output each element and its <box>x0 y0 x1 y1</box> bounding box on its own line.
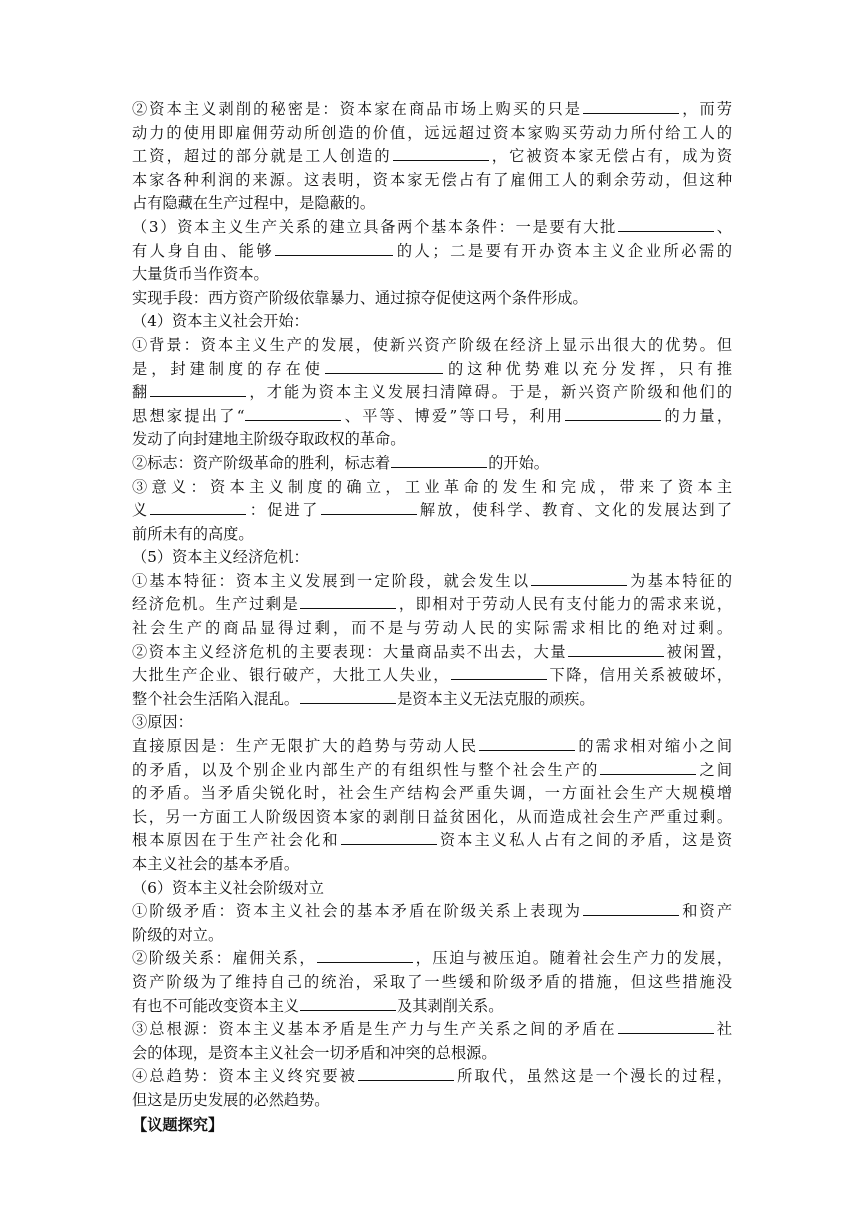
text-segment: ①基本特征：资本主义发展到一定阶段，就会发生以 <box>132 571 531 590</box>
text-line <box>132 759 732 783</box>
text-line <box>132 829 732 853</box>
text-segment: 阶级的对立。 <box>132 925 224 944</box>
text-line <box>132 1089 732 1113</box>
text-segment: 动力的使用即雇佣劳动所创造的价值，远远超过资本家购买劳动力所付给工人的 <box>132 123 732 142</box>
text-segment: （4）资本主义社会开始： <box>132 312 309 331</box>
text-segment: 、平等、博爱”等口号，利用 <box>342 406 565 425</box>
fill-blank[interactable] <box>618 216 714 232</box>
text-segment: （6）资本主义社会阶级对立 <box>132 878 324 897</box>
text-segment: 的这种优势难以充分发挥，只有推 <box>444 359 732 378</box>
section-heading <box>132 310 732 334</box>
text-segment: 本家各种利润的来源。这表明，资本家无偿占有了雇佣工人的剩余劳动，但这种 <box>132 170 732 189</box>
text-segment: ，压迫与被压迫。随着社会生产力的发展， <box>414 949 732 968</box>
text-segment: 工资，超过的部分就是工人创造的 <box>132 147 392 166</box>
fill-blank[interactable] <box>325 358 443 374</box>
text-segment: 、 <box>715 217 732 236</box>
text-segment: 的力量， <box>662 406 732 425</box>
text-segment: ③原因： <box>132 713 193 732</box>
text-line <box>132 287 732 311</box>
fill-blank[interactable] <box>451 664 547 680</box>
text-segment: 占有隐藏在生产过程中，是隐蔽的。 <box>132 194 375 213</box>
text-segment: 是，封建制度的存在使 <box>132 359 324 378</box>
fill-blank[interactable] <box>565 405 661 421</box>
text-segment: （3）资本主义生产关系的建立具备两个基本条件：一是要有大批 <box>132 217 618 236</box>
text-segment: ③意义：资本主义制度的确立，工业革命的发生和完成，带来了资本主 <box>132 477 732 496</box>
fill-blank[interactable] <box>300 688 396 704</box>
text-line <box>132 334 732 358</box>
section-heading <box>132 546 732 570</box>
text-line <box>132 523 732 547</box>
text-segment: ③总根源：资本主义基本矛盾是生产力与生产关系之间的矛盾在 <box>132 1020 617 1039</box>
text-segment: 经济危机。生产过剩是 <box>132 595 300 614</box>
text-segment: 根本原因在于生产社会化和 <box>132 831 340 850</box>
text-segment: 的需求相对缩小之间 <box>576 737 732 756</box>
text-segment: ②阶级关系：雇佣关系， <box>132 949 317 968</box>
fill-blank[interactable] <box>317 947 413 963</box>
text-line <box>132 924 732 948</box>
text-line <box>132 169 732 193</box>
text-line <box>132 428 732 452</box>
text-segment: ，即相对于劳动人民有支付能力的需求来说， <box>397 595 732 614</box>
text-line <box>132 192 732 216</box>
text-line <box>132 806 732 830</box>
text-line <box>132 900 732 924</box>
text-segment: 和资产 <box>680 902 732 921</box>
text-segment: ，才能为资本主义发展扫清障碍。于是，新兴资产阶级和他们的 <box>247 383 732 402</box>
fill-blank[interactable] <box>391 452 487 468</box>
text-line <box>132 145 732 169</box>
text-segment: 发动了向封建地主阶级夺取政权的革命。 <box>132 430 406 449</box>
text-segment: 本主义社会的基本矛盾。 <box>132 855 300 873</box>
text-segment: 是资本主义无法克服的顽疾。 <box>397 689 595 708</box>
fill-blank[interactable] <box>150 499 246 515</box>
text-segment: 会的体现，是资本主义社会一切矛盾和冲突的总根源。 <box>132 1043 497 1062</box>
text-segment: ：促进了 <box>247 501 320 520</box>
text-segment: 的开始。 <box>488 453 549 472</box>
text-segment: 解放，使科学、教育、文化的发展达到了 <box>417 501 732 520</box>
fill-blank[interactable] <box>150 381 246 397</box>
document-body <box>132 98 732 1137</box>
text-segment: 长，另一方面工人阶级因资本家的剥削日益贫困化，从而造成社会生产严重过剩。 <box>132 807 732 826</box>
text-segment: ②资本主义剥削的秘密是：资本家在商品市场上购买的只是 <box>132 100 583 118</box>
text-line <box>132 358 732 382</box>
fill-blank[interactable] <box>321 499 417 515</box>
text-segment: 被闲置， <box>665 642 732 661</box>
text-line <box>132 853 732 877</box>
text-line <box>132 263 732 287</box>
text-line <box>132 971 732 995</box>
text-segment: 社 <box>714 1020 732 1039</box>
fill-blank[interactable] <box>300 593 396 609</box>
text-segment: 为基本特征的 <box>628 571 732 590</box>
fill-blank[interactable] <box>600 759 696 775</box>
text-segment: 资产阶级为了维持自己的统治，采取了一些缓和阶级矛盾的措施，但这些措施没 <box>132 972 732 991</box>
text-segment: 有也不可能改变资本主义 <box>132 996 300 1015</box>
text-segment: 的矛盾。当矛盾尖锐化时，社会生产结构会严重失调，一方面社会生产大规模增 <box>132 784 732 803</box>
fill-blank[interactable] <box>568 641 664 657</box>
text-line <box>132 782 732 806</box>
text-line <box>132 122 732 146</box>
text-segment: 但这是历史发展的必然趋势。 <box>132 1090 330 1109</box>
text-segment: 思想家提出了“ <box>132 406 245 425</box>
fill-blank[interactable] <box>583 900 679 916</box>
fill-blank[interactable] <box>531 570 627 586</box>
text-line <box>132 381 732 405</box>
text-segment: ②资本主义经济危机的主要表现：大量商品卖不出去，大量 <box>132 642 568 661</box>
fill-blank[interactable] <box>358 1065 454 1081</box>
text-segment: ，它被资本家无偿占有，成为资 <box>489 147 732 166</box>
text-line <box>132 98 732 122</box>
fill-blank[interactable] <box>300 995 396 1011</box>
fill-blank[interactable] <box>583 98 679 114</box>
text-segment: ①背景：资本主义生产的发展，使新兴资产阶级在经济上显示出很大的优势。但 <box>132 335 732 354</box>
text-line <box>132 1018 732 1042</box>
text-segment: 直接原因是：生产无限扩大的趋势与劳动人民 <box>132 737 479 756</box>
text-segment: 翻 <box>132 383 150 402</box>
fill-blank[interactable] <box>393 145 489 161</box>
fill-blank[interactable] <box>479 735 575 751</box>
fill-blank[interactable] <box>275 240 393 256</box>
fill-blank[interactable] <box>618 1018 714 1034</box>
text-line <box>132 641 732 665</box>
text-segment: 义 <box>132 501 150 520</box>
text-segment: 前所未有的高度。 <box>132 524 254 543</box>
text-segment: 大量货币当作资本。 <box>132 265 269 284</box>
text-segment: 实现手段：西方资产阶级依靠暴力、通过掠夺促使这两个条件形成。 <box>132 288 588 307</box>
text-line <box>132 240 732 264</box>
text-segment: 社会生产的商品显得过剩，而不是与劳动人民的实际需求相比的绝对过剩。 <box>132 619 732 638</box>
text-line <box>132 405 732 429</box>
text-segment: 之间 <box>697 760 732 779</box>
text-segment: 整个社会生活陷入混乱。 <box>132 689 300 708</box>
text-segment: 所取代，虽然这是一个漫长的过程， <box>455 1067 732 1086</box>
text-line <box>132 570 732 594</box>
text-segment: 下降，信用关系被破坏， <box>547 666 732 685</box>
text-segment: 大批生产企业、银行破产，大批工人失业， <box>132 666 450 685</box>
text-segment: 有人身自由、能够 <box>132 241 275 260</box>
text-line <box>132 688 732 712</box>
text-segment: 的人；二是要有开办资本主义企业所必需的 <box>394 241 732 260</box>
text-line <box>132 947 732 971</box>
text-line <box>132 995 732 1019</box>
fill-blank[interactable] <box>245 405 341 421</box>
text-line <box>132 499 732 523</box>
section-heading <box>132 877 732 901</box>
text-line <box>132 617 732 641</box>
text-segment: 的矛盾，以及个别企业内部生产的有组织性与整个社会生产的 <box>132 760 600 779</box>
text-line <box>132 711 732 735</box>
section-title: 【议题探究】 <box>132 1115 224 1134</box>
text-segment: ，而劳 <box>680 100 732 118</box>
text-line <box>132 735 732 759</box>
text-line <box>132 664 732 688</box>
text-line <box>132 593 732 617</box>
text-segment: ①阶级矛盾：资本主义社会的基本矛盾在阶级关系上表现为 <box>132 902 583 921</box>
text-line <box>132 452 732 476</box>
fill-blank[interactable] <box>341 829 437 845</box>
text-segment: ②标志：资产阶级革命的胜利，标志着 <box>132 453 391 472</box>
text-line <box>132 216 732 240</box>
text-line <box>132 1042 732 1066</box>
text-segment: 及其剥削关系。 <box>397 996 504 1015</box>
text-segment: 资本主义私人占有之间的矛盾，这是资 <box>437 831 732 850</box>
text-line <box>132 1065 732 1089</box>
text-line <box>132 476 732 500</box>
text-segment: ④总趋势：资本主义终究要被 <box>132 1067 358 1086</box>
text-segment: （5）资本主义经济危机： <box>132 548 309 567</box>
